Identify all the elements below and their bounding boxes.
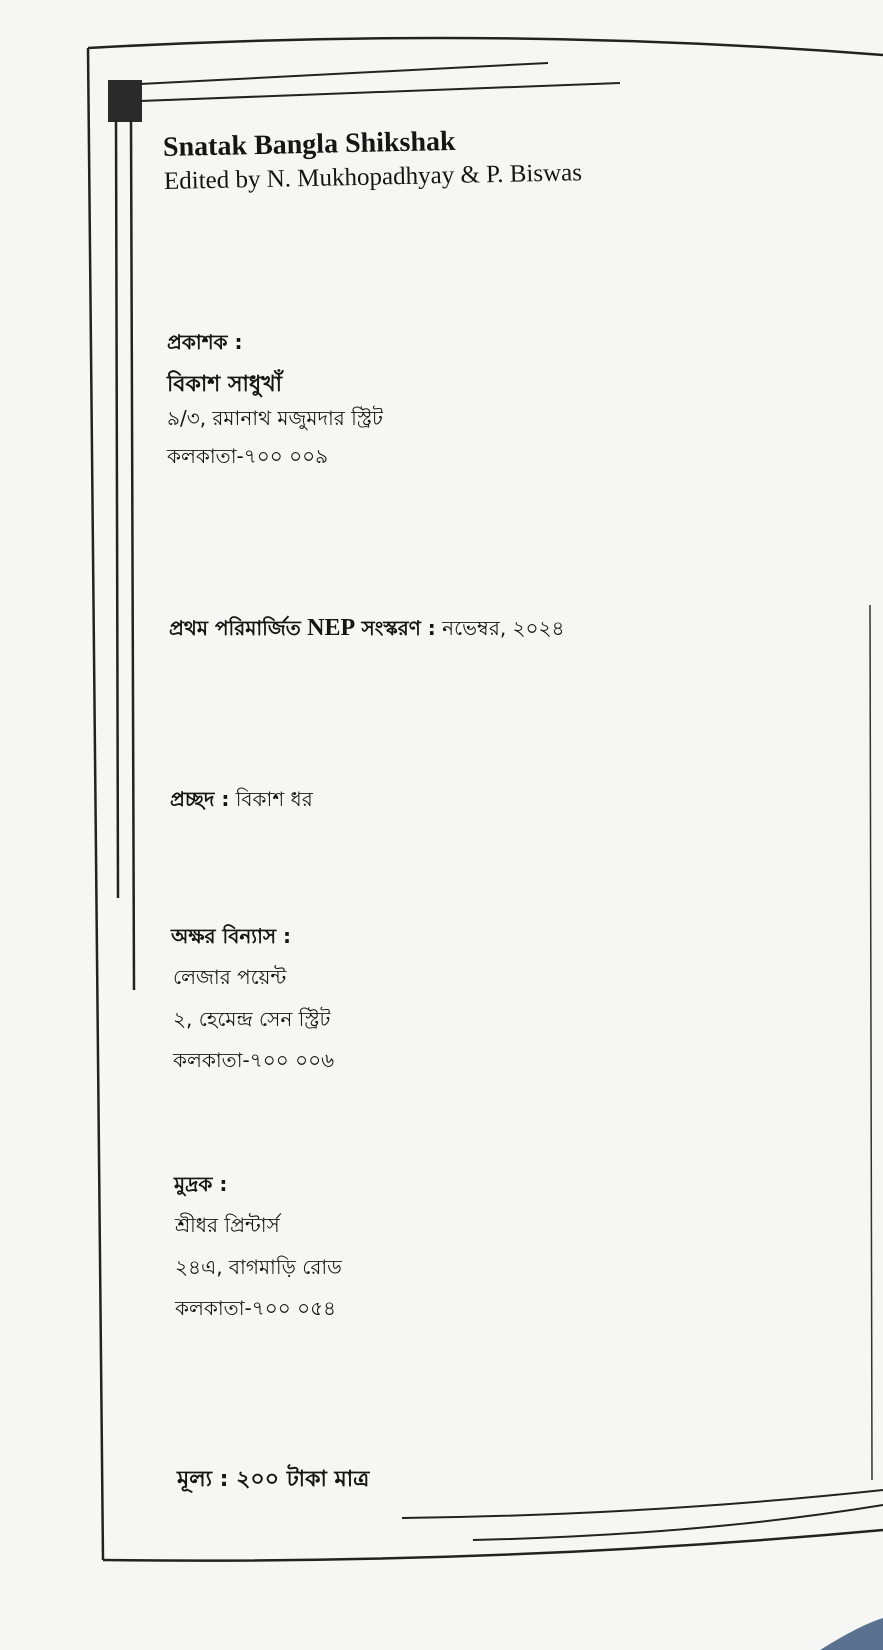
printer-label: মুদ্রক : [174,1172,228,1196]
book-editors: Edited by N. Mukhopadhyay & P. Biswas [163,159,583,195]
printer-name: শ্রীধর প্রিন্টার্স [175,1213,280,1237]
publisher-name: বিকাশ সাধুখাঁ [167,372,283,397]
printer-address-line1: ২৪এ, বাগমাড়ি রোড [175,1255,342,1279]
publisher-address-line1: ৯/৩, রমানাথ মজুমদার স্ট্রিট [167,406,383,430]
typesetting-label: অক্ষর বিন্যাস : [171,924,292,948]
edition-label-nep: NEP [307,615,356,641]
cover-name: বিকাশ ধর [235,787,313,811]
publisher-address-line2: কলকাতা-৭০০ ০০৯ [167,444,329,468]
typesetting-address-line2: কলকাতা-৭০০ ০০৬ [173,1048,335,1072]
price-label: মূল্য : [177,1467,229,1492]
typesetting-address-line1: ২, হেমেন্দ্র সেন স্ট্রিট [173,1007,331,1031]
book-title: Snatak Bangla Shikshak [162,125,456,163]
edition-label-post: সংস্করণ : [361,616,436,640]
price-line [177,1462,369,1499]
publisher-label: প্রকাশক : [167,330,243,354]
edition-line [169,614,565,647]
printer-address-line2: কলকাতা-৭০০ ০৫৪ [175,1296,337,1320]
typesetting-name: লেজার পয়েন্ট [173,965,287,989]
price-value: ২০০ টাকা মাত্র [236,1467,370,1492]
cover-line [170,785,313,818]
corner-ornament [108,80,142,122]
edition-label-pre: প্রথম পরিমার্জিত [169,616,301,640]
edition-date: নভেম্বর, ২০২৪ [442,616,565,640]
cover-label: প্রচ্ছদ : [170,787,230,811]
